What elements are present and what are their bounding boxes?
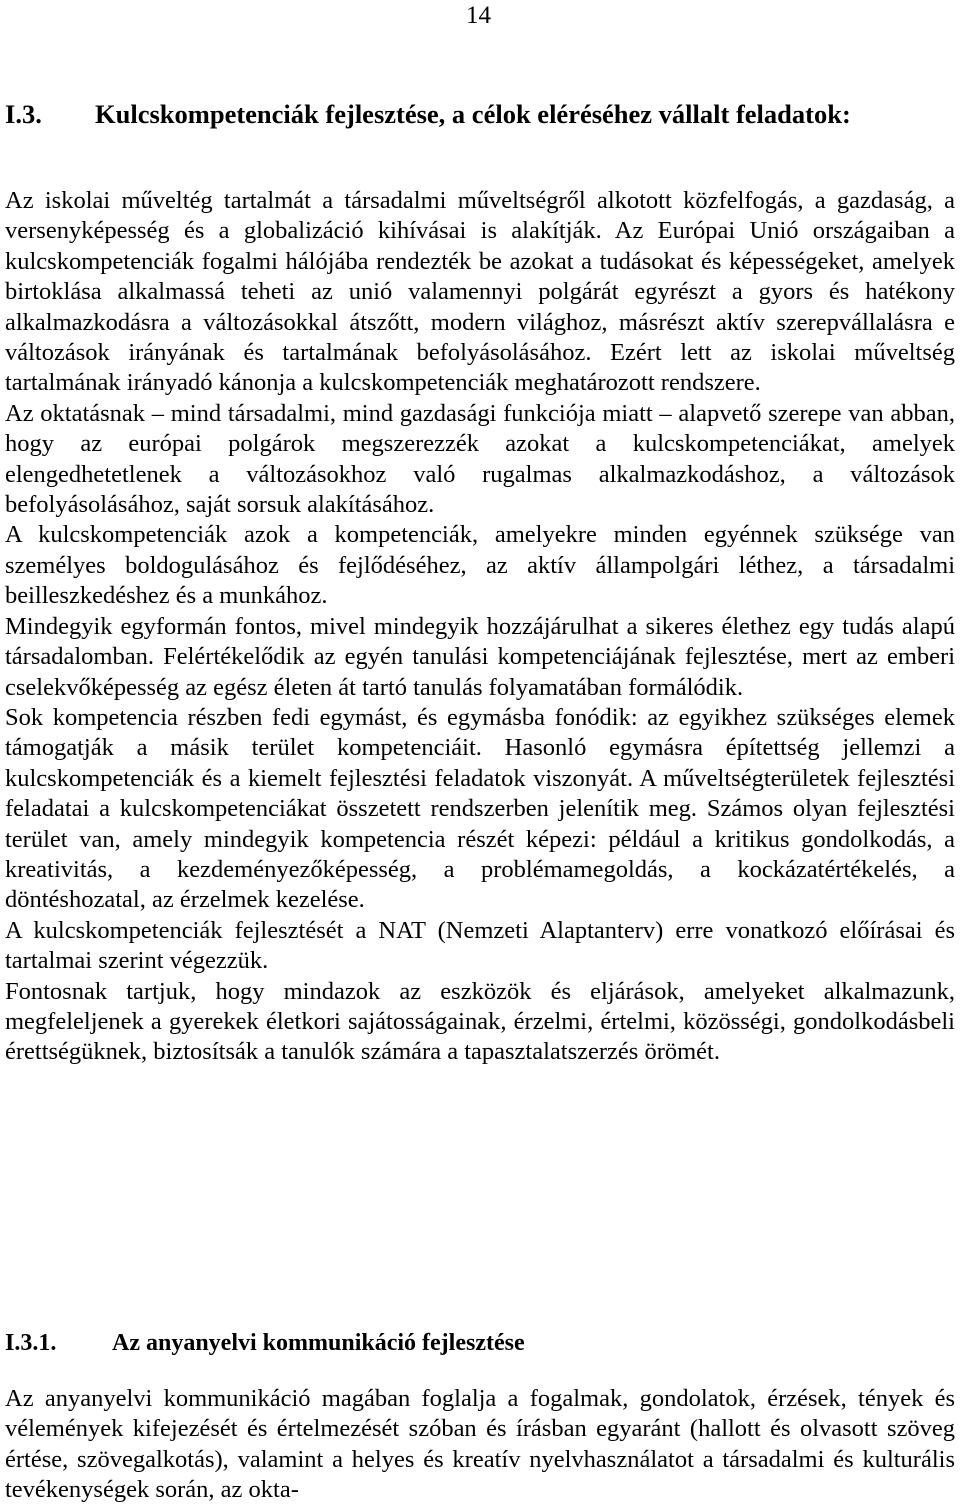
section-title: Kulcskompetenciák fejlesztése, a célok eléréséhez vállalt feladatok: [95,99,851,129]
subsection-body [5,1384,955,1506]
section-body [5,186,955,1068]
section-number: I.3. [5,99,42,129]
paragraph: Az oktatásnak – mind társadalmi, mind gazdasági funkciója miatt – alapvető szerepe van abban, hogy az európai polgárok megszerezzék azokat a kulcskompetenciákat, amelyek elengedhetetlenek a változásokhoz való rugalmas alkalmazkodáshoz, a változások befolyásolásához, saját sorsuk alakításához. [5,399,955,519]
paragraph: A kulcskompetenciák fejlesztését a NAT (Nemzeti Alaptanterv) erre vonatkozó előírásai és tartalmai szerint végezzük. [5,916,955,975]
page-number: 14 [466,2,491,29]
subsection-title: Az anyanyelvi kommunikáció fejlesztése [112,1330,525,1356]
paragraph: Fontosnak tartjuk, hogy mindazok az eszközök és eljárások, amelyeket alkalmazunk, megfeleljenek a gyerekek életkori sajátosságainak, érzelmi, értelmi, közösségi, gondolkodásbeli érettségüknek, biztosítsák a tanulók számára a tapasztalatszerzés örömét. [5,977,955,1066]
paragraph: Az iskolai műveltég tartalmát a társadalmi műveltségről alkotott közfelfogás, a gazdaság, a versenyképesség és a globalizáció kihívásai is alakítják. Az Európai Unió országaiban a kulcskompetenciák fogalmi hálójába rendezték be azokat a tudásokat és képességeket, amelyek birtoklása alkalmassá teheti az unió valamennyi polgárát egyrészt a gyors és hatékony alkalmazkodásra a változásokkal átszőtt, modern világhoz, másrészt aktív szerepvállalásra e változások irányának és tartalmának befolyásolásához. Ezért lett az iskolai műveltség tartalmának irányadó kánonja a kulcskompetenciák meghatározott rendszere. [5,187,955,397]
paragraph: Sok kompetencia részben fedi egymást, és egymásba fonódik: az egyikhez szükséges elemek támogatják a másik terület kompetenciáit. Hasonló egymásra építettség jellemzi a kulcskompetenciák és a kiemelt fejlesztési feladatok viszonyát. A műveltségterületek fejlesztési feladatai a kulcskompetenciákat összetett rendszerben jelenítik meg. Számos olyan fejlesztési terület van, amely mindegyik kompetencia részét képezi: például a kritikus gondolkodás, a kreativitás, a kezdeményezőképesség, a problémamegoldás, a kockázatértékelés, a döntéshozatal, az érzelmek kezelése. [5,703,955,914]
subsection-number: I.3.1. [5,1330,57,1356]
paragraph: Mindegyik egyformán fontos, mivel mindegyik hozzájárulhat a sikeres élethez egy tudás alapú társadalomban. Felértékelődik az egyén tanulási kompetenciájának fejlesztése, mert az emberi cselekvőképesség az egész életen át tartó tanulás folyamatában formálódik. [5,612,955,701]
paragraph: A kulcskompetenciák azok a kompetenciák, amelyekre minden egyénnek szüksége van személyes boldogulásához és fejlődéséhez, az aktív állampolgári léthez, a társadalmi beilleszkedéshez és a munkához. [5,521,955,610]
paragraph: Az anyanyelvi kommunikáció magában foglalja a fogalmak, gondolatok, érzések, tények és vélemények kifejezését és értelmezését szóban és írásban egyaránt (hallott és olvasott szöveg értése, szövegalkotás), valamint a helyes és kreatív nyelvhasználatot a társadalmi és kulturális tevékenységek során, az okta- [5,1385,955,1504]
